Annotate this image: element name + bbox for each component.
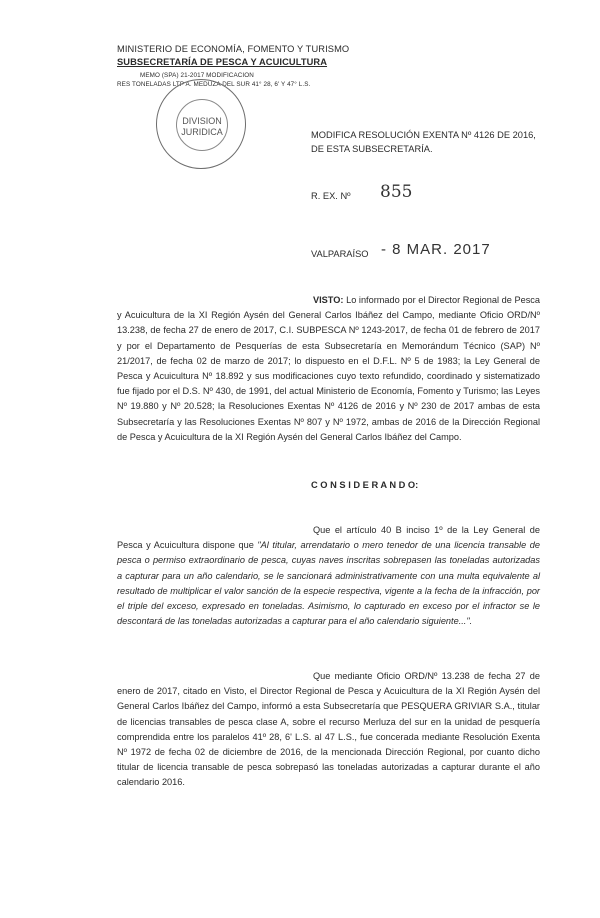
visto-label: VISTO: [313,295,344,305]
visto-paragraph [117,293,540,445]
resolution-label: R. EX. Nº [311,191,351,201]
visto-text: Lo informado por el Director Regional de Pesca y Acuicultura de la XI Región Aysén del General Carlos Ibáñez del Campo, mediante Oficio ORD/Nº 13.238, de fecha 27 de enero de 2017, C.I. SUBPESCA Nº 1243-2017, de fecha 01 de febrero de 2017 y por el Departamento de Pesquerías de esta Subsecretaría en Memorándum Técnico (SAP) Nº 21/2017, de fecha 02 de marzo de 2017; lo dispuesto en el D.F.L. Nº 5 de 1983; la Ley General de Pesca y Acuicultura Nº 18.892 y sus modificaciones cuyo texto refundido, coordinado y sistematizado fue fijado por el D.S. Nº 430, de 1991, del actual Ministerio de Economía, Fomento y Turismo; las Leyes Nº 19.880 y Nº 20.528; la Resoluciones Exentas Nº 4126 de 2016 y Nº 230 de 2017 ambas de esta Subsecretaría y las Resoluciones Exentas Nº 807 y Nº 1972, ambas de 2016 de la Dirección Regional de Pesca y Acuicultura de la XI Región Aysén del General Carlos Ibáñez del Campo. [117,295,540,442]
ministry-header: MINISTERIO DE ECONOMÍA, FOMENTO Y TURISMO [117,44,350,54]
considerando-p1-quote: "Al titular, arrendatario o mero tenedor de una licencia transable de pesca o permiso extraordinario de pesca, cuyas naves inscritas sobrepasen las toneladas autorizadas a capturar para un año calendario, se le sancionará administrativamente con una multa equivalente al resultado de multiplicar el valor sanción de la especie respectiva, vigente a la fecha de la infracción, por el triple del exceso, expresado en toneladas. Asimismo, lo capturado en exceso por el infractor se le descontará de las toneladas autorizadas a capturar para el año calendario siguiente...". [117,540,540,627]
considerando-p2-text: Que mediante Oficio ORD/Nº 13.238 de fecha 27 de enero de 2017, citado en Visto, el Director Regional de Pesca y Acuicultura de la XI Región Aysén del General Carlos Ibáñez del Campo, informó a esta Subsecretaría que PESQUERA GRIVIAR S.A., titular de licencias transables de pesca clase A, sobre el recurso Merluza del sur en la unidad de pesquería comprendida entre los paralelos 41º 28, 6' L.S. al 47 L.S., fue concerada mediante Resolución Exenta Nº 1972 de fecha 02 de diciembre de 2016, de la mencionada Dirección Regional, por cuanto dicho titular de licencia transable de pesca sobrepasó las toneladas autorizadas a capturar durante el año calendario 2016. [117,671,540,788]
division-juridica-stamp [156,79,246,169]
resolution-number: 855 [380,182,413,202]
stamp-line-1: DIVISION [182,116,222,126]
considerando-paragraph-1 [117,523,540,629]
considerando-heading: C O N S I D E R A N D O: [311,480,419,490]
considerando-p1-text [117,523,540,629]
visto-section [117,293,540,445]
memo-reference: MEMO (SPA) 21-2017 MODIFICACION [140,72,254,79]
place: VALPARAÍSO [311,249,369,259]
considerando-p1-intro: Que el artículo 40 B inciso 1º de la Ley General de Pesca y Acuicultura dispone que [117,525,540,551]
stamp-line-2: JURIDICA [181,127,223,137]
subject-line-1: MODIFICA RESOLUCIÓN EXENTA Nº 4126 DE 2016, [311,130,536,140]
date: - 8 MAR. 2017 [381,241,491,258]
reference-line: RES TONELADAS LTP A. MEDUZA DEL SUR 41° 28, 6' Y 47° L.S. [117,81,311,88]
subject-line-2: DE ESTA SUBSECRETARÍA. [311,144,433,154]
subsecretaria-header: SUBSECRETARÍA DE PESCA Y ACUICULTURA [117,57,328,67]
considerando-paragraph-2 [117,669,540,791]
